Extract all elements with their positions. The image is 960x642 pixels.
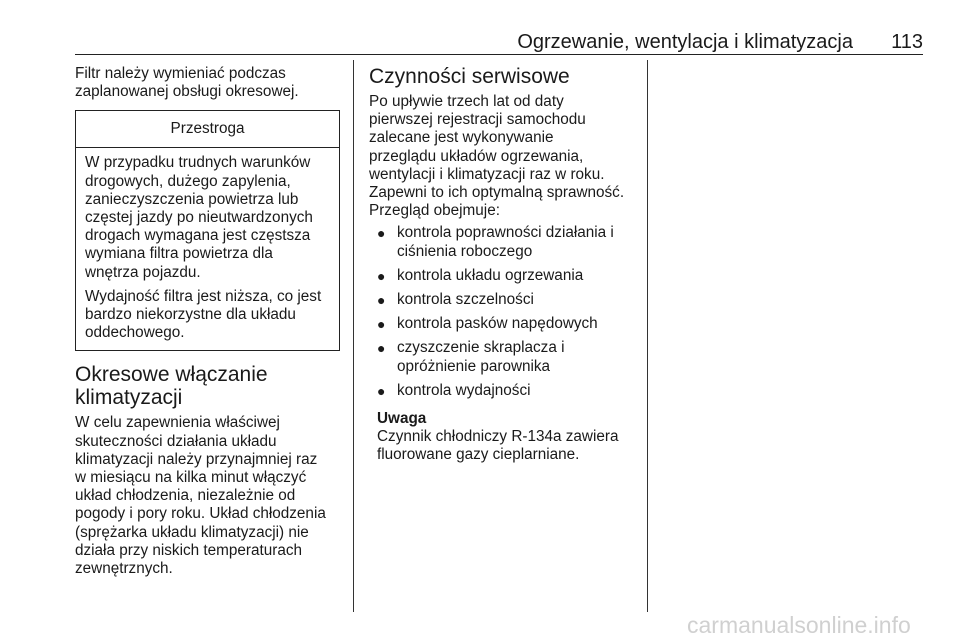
page-header <box>75 30 923 54</box>
list-item-line: kontrola szczelności <box>397 291 534 309</box>
caution-line: zanieczyszczenia powietrza lub <box>85 190 299 208</box>
body-line: skuteczności działania układu <box>75 432 277 450</box>
note-line: fluorowane gazy cieplarniane. <box>377 446 580 464</box>
section-heading-line: Okresowe włączanie <box>75 363 268 387</box>
caution-line: drogowych, dużego zapylenia, <box>85 172 291 190</box>
watermark: carmanualsonline.info <box>687 612 911 638</box>
list-item <box>369 315 637 333</box>
section-body-service <box>369 93 637 220</box>
note-block <box>369 410 637 465</box>
body-line: pogody i pory roku. Układ chłodzenia <box>75 505 326 523</box>
caution-line: Wydajność filtra jest niższa, co jest <box>85 287 322 305</box>
list-item-line: kontrola pasków napędowych <box>397 315 598 333</box>
body-line: W celu zapewnienia właściwej <box>75 414 280 432</box>
right-column <box>369 65 637 465</box>
section-heading-line: klimatyzacji <box>75 386 183 410</box>
list-item-line: czyszczenie skraplacza i <box>397 339 565 357</box>
page-number: 113 <box>891 31 923 53</box>
bullet-icon: ● <box>377 316 386 333</box>
page-title: Ogrzewanie, wentylacja i klimatyzacja <box>517 31 853 53</box>
note-line: Czynnik chłodniczy R-134a zawiera <box>377 428 619 446</box>
caution-line: oddechowego. <box>85 324 185 342</box>
list-item-line: kontrola poprawności działania i <box>397 224 614 242</box>
bullet-icon: ● <box>377 340 386 357</box>
caution-line: drogach wymagana jest częstsza <box>85 227 311 245</box>
bullet-icon: ● <box>377 292 386 309</box>
caution-line: W przypadku trudnych warunków <box>85 154 311 172</box>
body-line: układ chłodzenia, niezależnie od <box>75 487 296 505</box>
caution-line: częstej jazdy po nieutwardzonych <box>85 209 313 227</box>
body-line: Po upływie trzech lat od daty <box>369 93 564 110</box>
body-line: w miesiącu na kilka minut włączyć <box>75 469 307 487</box>
intro-paragraph <box>75 65 343 101</box>
column-divider-left <box>353 60 354 612</box>
list-item <box>369 224 637 260</box>
caution-paragraph <box>85 154 330 281</box>
section-heading-ac <box>75 363 343 409</box>
caution-box-title: Przestroga <box>76 111 339 148</box>
body-line: działa przy niskich temperaturach <box>75 541 303 559</box>
body-line: zalecane jest wykonywanie <box>369 129 554 147</box>
bullet-icon: ● <box>377 382 386 399</box>
bullet-icon: ● <box>377 225 386 242</box>
body-line: (sprężarka układu klimatyzacji) nie <box>75 523 309 541</box>
bullet-icon: ● <box>377 267 386 284</box>
caution-box-body <box>76 148 339 350</box>
intro-line: Filtr należy wymieniać podczas <box>75 65 286 82</box>
intro-line: zaplanowanej obsługi okresowej. <box>75 83 299 101</box>
left-column <box>75 65 343 578</box>
list-item <box>369 291 637 309</box>
body-line: Zapewni to ich optymalną sprawność. <box>369 184 625 202</box>
note-label: Uwaga <box>377 410 427 428</box>
section-heading-service: Czynności serwisowe <box>369 65 570 88</box>
list-item-line: kontrola wydajności <box>397 381 531 399</box>
caution-line: bardzo niekorzystne dla układu <box>85 306 296 324</box>
list-item <box>369 339 637 375</box>
caution-line: wnętrza pojazdu. <box>85 263 201 281</box>
caution-box <box>75 110 340 351</box>
list-item-line: opróżnienie parownika <box>397 357 551 375</box>
header-rule <box>75 54 923 55</box>
list-item-line: kontrola układu ogrzewania <box>397 266 584 284</box>
body-line: przeglądu układów ogrzewania, <box>369 147 584 165</box>
body-line: wentylacji i klimatyzacji raz w roku. <box>369 165 605 183</box>
column-divider-right <box>647 60 648 612</box>
body-line: pierwszej rejestracji samochodu <box>369 111 586 129</box>
body-line: Przegląd obejmuje: <box>369 202 500 220</box>
list-item <box>369 382 637 400</box>
body-line: klimatyzacji należy przynajmniej raz <box>75 450 318 468</box>
list-item <box>369 267 637 285</box>
body-line: zewnętrznych. <box>75 560 173 578</box>
section-body-ac <box>75 414 343 578</box>
list-item-line: ciśnienia roboczego <box>397 242 533 260</box>
caution-line: wymiana filtra powietrza dla <box>85 245 273 263</box>
caution-paragraph <box>85 288 330 343</box>
inspection-list <box>369 224 637 400</box>
